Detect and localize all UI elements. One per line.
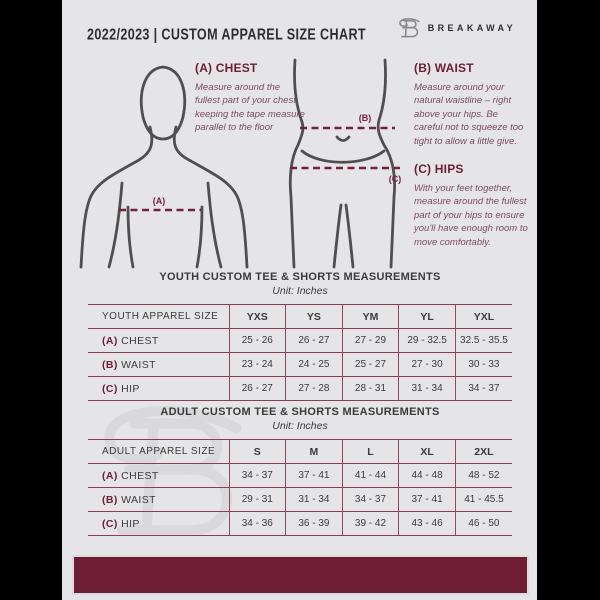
measurement-diagram-section [62,55,537,269]
row-key: (B) [102,358,118,371]
size-cell: 24 - 25 [286,353,343,377]
size-cell: 41 - 45.5 [455,488,512,512]
size-cell: 27 - 28 [286,377,343,401]
table-row-youth-chest [88,329,512,353]
size-cell: 39 - 42 [342,512,399,536]
waist-instruction [414,61,526,148]
size-cell: 29 - 31 [229,488,286,512]
waist-instruction-heading: (B) WAIST [414,61,474,75]
footer-maroon-bar [72,555,529,595]
chest-instruction-heading: (A) CHEST [195,61,258,75]
size-header-s: S [229,440,286,464]
size-cell: 29 - 32.5 [399,329,456,353]
left-black-bar [0,0,62,600]
row-label-waist: (B) WAIST [88,353,229,377]
size-header-yl: YL [399,305,456,329]
youth-size-column-header: YOUTH APPAREL SIZE [88,305,229,329]
size-cell: 25 - 27 [342,353,399,377]
youth-header-row [88,305,512,329]
size-cell: 32.5 - 35.5 [455,329,512,353]
table-row-adult-chest [88,464,512,488]
breakaway-logo-icon [395,17,421,39]
size-cell: 31 - 34 [286,488,343,512]
row-key: (A) [102,469,118,482]
hips-instruction-heading: (C) HIPS [414,162,464,176]
size-cell: 46 - 50 [455,512,512,536]
size-cell: 34 - 37 [342,488,399,512]
hips-instruction [414,162,533,249]
brand-block [395,17,516,39]
size-cell: 43 - 46 [399,512,456,536]
size-cell: 36 - 39 [286,512,343,536]
youth-size-table [88,304,512,401]
size-header-ys: YS [286,305,343,329]
chest-instruction-text: Measure around the fullest part of your chest, keeping the tape measure parallel to the floor [195,82,305,134]
size-cell: 25 - 26 [229,329,286,353]
size-cell: 30 - 33 [455,353,512,377]
row-label-hip: (C) HIP [88,512,229,536]
size-cell: 48 - 52 [455,464,512,488]
size-cell: 34 - 37 [455,377,512,401]
adult-table-unit: Unit: Inches [272,420,328,432]
page-title: 2022/2023 | CUSTOM APPAREL SIZE CHART [87,25,366,43]
size-header-xl: XL [399,440,456,464]
size-cell: 44 - 48 [399,464,456,488]
size-header-yxs: YXS [229,305,286,329]
row-label-waist: (B) WAIST [88,488,229,512]
hips-instruction-text: With your feet together, measure around the fullest part of your hips to ensure you'll have enough room to move comfortably. [414,183,528,248]
size-cell: 23 - 24 [229,353,286,377]
adult-size-section [88,406,512,536]
size-cell: 34 - 36 [229,512,286,536]
youth-size-section [88,271,512,401]
size-header-l: L [342,440,399,464]
size-cell: 28 - 31 [342,377,399,401]
adult-size-table [88,439,512,536]
size-header-m: M [286,440,343,464]
size-header-yxl: YXL [455,305,512,329]
adult-header-row [88,440,512,464]
size-cell: 37 - 41 [399,488,456,512]
size-cell: 37 - 41 [286,464,343,488]
row-key: (C) [102,382,118,395]
size-cell: 26 - 27 [229,377,286,401]
size-cell: 26 - 27 [286,329,343,353]
right-black-bar [537,0,600,600]
size-cell: 31 - 34 [399,377,456,401]
waist-instruction-text: Measure around your natural waistline – right above your hips. Be careful not to squeeze too tight to allow a little give. [414,82,524,147]
size-header-ym: YM [342,305,399,329]
table-row-youth-hip [88,377,512,401]
adult-size-column-header: ADULT APPAREL SIZE [88,440,229,464]
chest-line-label: (A) [152,196,166,206]
table-row-adult-waist [88,488,512,512]
waist-line-label: (B) [358,113,372,123]
adult-table-title: ADULT CUSTOM TEE & SHORTS MEASUREMENTS [160,406,440,418]
row-label-chest: (A) CHEST [88,329,229,353]
row-label-hip: (C) HIP [88,377,229,401]
size-cell: 27 - 30 [399,353,456,377]
size-header-2xl: 2XL [455,440,512,464]
hips-line-label: (C) [388,174,402,184]
table-row-youth-waist [88,353,512,377]
youth-table-title: YOUTH CUSTOM TEE & SHORTS MEASUREMENTS [159,271,441,283]
size-cell: 34 - 37 [229,464,286,488]
size-cell: 27 - 29 [342,329,399,353]
size-cell: 41 - 44 [342,464,399,488]
document-content [62,0,537,600]
row-key: (A) [102,334,118,347]
table-row-adult-hip [88,512,512,536]
row-key: (B) [102,493,118,506]
row-key: (C) [102,517,118,530]
brand-name: BREAKAWAY [427,23,516,33]
row-label-chest: (A) CHEST [88,464,229,488]
youth-table-unit: Unit: Inches [272,285,328,297]
chest-instruction [195,61,307,135]
